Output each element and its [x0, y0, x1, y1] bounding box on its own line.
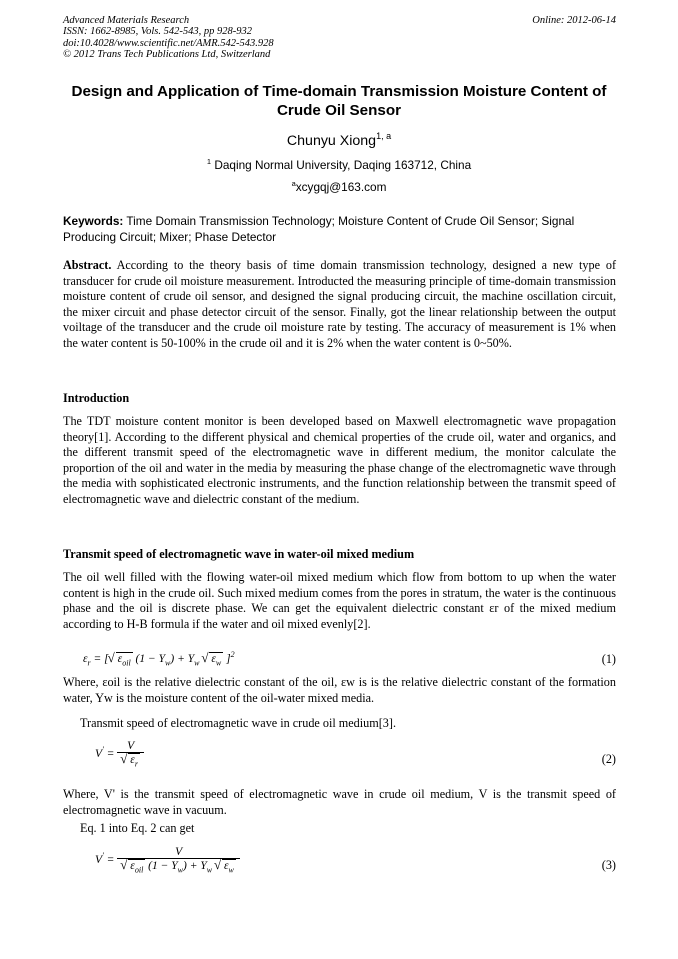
equation-2-number: (2) [601, 752, 616, 766]
journal-name: Advanced Materials Research [63, 15, 190, 26]
section-paragraph: The oil well filled with the flowing water-oil mixed medium which flow from bottom to up when the water content is high in the crude oil. Such mixed medium comes from the pores in stratum, the water is the continuous phase and the oil is discrete phase. We can get the equivalent dielectric constant εr of the mixed medium according to H-B formula if the water and oil mixed evenly[2]. [63, 570, 616, 631]
section-heading: Transmit speed of electromagnetic wave in water-oil mixed medium [63, 547, 415, 561]
keywords-label: Keywords: [63, 214, 124, 228]
email-sup: a [291, 179, 296, 188]
where-paragraph-2: Where, V' is the transmit speed of electromagnetic wave in crude oil medium, V is the transmit speed of electromagnetic wave in vacuum. [63, 787, 616, 817]
online-date: Online: 2012-06-14 [532, 15, 616, 26]
running-header [63, 15, 616, 61]
equation-3-number: (3) [601, 858, 616, 872]
transmit-speed-line: Transmit speed of electromagnetic wave in crude oil medium[3]. [80, 716, 396, 730]
substitution-line: Eq. 1 into Eq. 2 can get [80, 821, 195, 835]
paper-title: Design and Application of Time-domain Transmission Moisture Content of Crude Oil Sensor [71, 83, 607, 119]
copyright-line: © 2012 Trans Tech Publications Ltd, Switzerland [63, 49, 271, 61]
affiliation-sup: 1 [206, 157, 212, 166]
abstract-label: Abstract. [63, 258, 112, 272]
keywords-text: Time Domain Transmission Technology; Moisture Content of Crude Oil Sensor; Signal Producing Circuit; Mixer; Phase Detector [63, 214, 575, 244]
abstract-text: According to the theory basis of time domain transmission technology, designed a new type of transducer for crude oil moisture measurement. Introducted the measuring principle of time-domain transmission moisture content of crude oil sensor, and designed the signal producing circuit, the machine oscillation circuit, the mixer circuit and phase detector circuit of the sensor. Finally, got the linear relationship between the output voiltage of the transducer and the crude oil moisture rate by testing. The accuracy of measurement is 1% when the water content is 50-100% in the crude oil and it is 2% when the water content is 0~50%. [63, 258, 616, 350]
author-sup: 1, a [376, 131, 392, 141]
equation-2: V′ = V √ $\varepsilon_r$ (2) [63, 740, 616, 768]
affiliation [0, 157, 678, 172]
introduction-heading: Introduction [63, 391, 130, 405]
equation-1-number: (1) [601, 652, 616, 666]
author-name: Chunyu Xiong [286, 133, 377, 149]
issn-line: ISSN: 1662-8985, Vols. 542-543, pp 928-932 [63, 26, 252, 38]
email-line [0, 179, 678, 194]
email-address: xcygqj@163.com [295, 180, 387, 194]
equation-3: V′ = V √ $\varepsilon_{oil}$ $(1 - Y_w) + Y_w$ √ $\varepsilon_w$ (3) [63, 846, 616, 874]
keywords [63, 213, 616, 245]
doi-line: doi:10.4028/www.scientific.net/AMR.542-543.928 [63, 37, 274, 49]
equation-1: $\varepsilon_r$ = [√ $\varepsilon_{oil}$ $(1 - Y_w) + Y_w$ √ $\varepsilon_w$ ]$^2$ (1) [63, 650, 616, 667]
where-paragraph-1: Where, εoil is the relative dielectric constant of the oil, εw is is the relative dielectric constant of the formation water, Yw is the moisture content of the oil-water mixed media. [63, 675, 616, 705]
introduction-text: The TDT moisture content monitor is been developed based on Maxwell electromagnetic wave propagation theory[1]. According to the different physical and chemical properties of the crude oil, water and organics, and the different transmit speed of the electromagnetic wave in different medium, the monitor calculate the proportion of the oil and water in the media by measuring the phase change of the electromagnetic wave through the media with sophisticated electronic instruments, and the function relationship between the transmit speed of electromagnetic wave and dielectric constant of the medium. [63, 414, 616, 506]
affiliation-text: Daqing Normal University, Daqing 163712, China [214, 158, 472, 172]
author-line [0, 131, 678, 149]
abstract [63, 258, 616, 352]
